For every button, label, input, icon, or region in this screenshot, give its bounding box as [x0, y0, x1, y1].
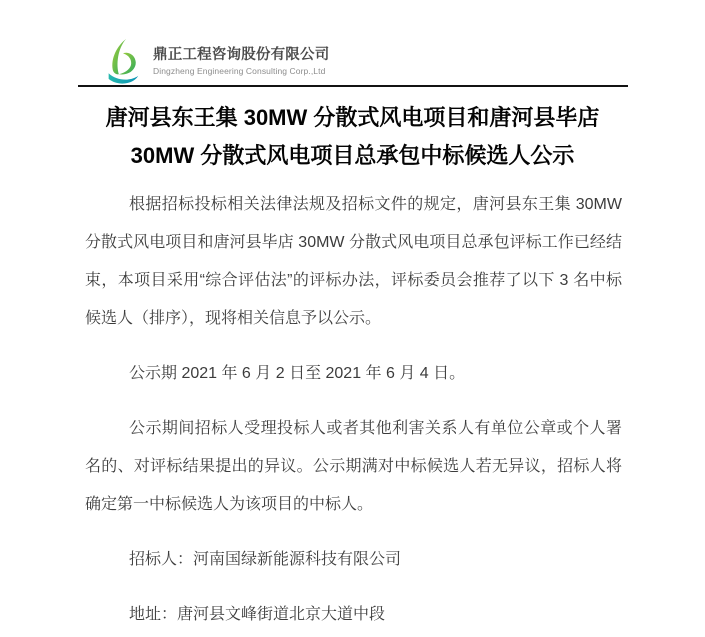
document-title-line-1: 唐河县东王集 30MW 分散式风电项目和唐河县毕店 [105, 105, 600, 130]
document-body [85, 186, 622, 637]
company-name-english: Dingzheng Engineering Consulting Corp.,Ltd [153, 66, 326, 76]
company-name: 鼎正工程咨询股份有限公司 [153, 47, 330, 63]
paragraph-publicity-period: 公示期 2021 年 6 月 2 日至 2021 年 6 月 4 日。 [129, 365, 466, 382]
document-title [0, 99, 705, 175]
paragraph-objection-rules: 公示期间招标人受理投标人或者其他利害关系人有单位公章或个人署名的、对评标结果提出的异议。公示期满对中标候选人若无异议，招标人将确定第一中标候选人为该项目的中标人。 [85, 420, 622, 513]
company-header [104, 38, 329, 85]
company-name-block [153, 38, 329, 76]
paragraph-tenderee: 招标人：河南国绿新能源科技有限公司 [129, 551, 402, 568]
header-divider [78, 85, 628, 87]
paragraph-address: 地址：唐河县文峰街道北京大道中段 [129, 606, 386, 623]
dingzheng-logo-icon [104, 38, 146, 85]
paragraph-evaluation-result: 根据招标投标相关法律法规及招标文件的规定，唐河县东王集 30MW 分散式风电项目和唐河县毕店 30MW 分散式风电项目总承包评标工作已经结束，本项目采用“综合评估法”的评标办法，评标委员会推荐了以下 3 名中标候选人（排序），现将相关信息予以公示。 [85, 196, 622, 327]
document-title-line-2: 30MW 分散式风电项目总承包中标候选人公示 [130, 143, 575, 168]
